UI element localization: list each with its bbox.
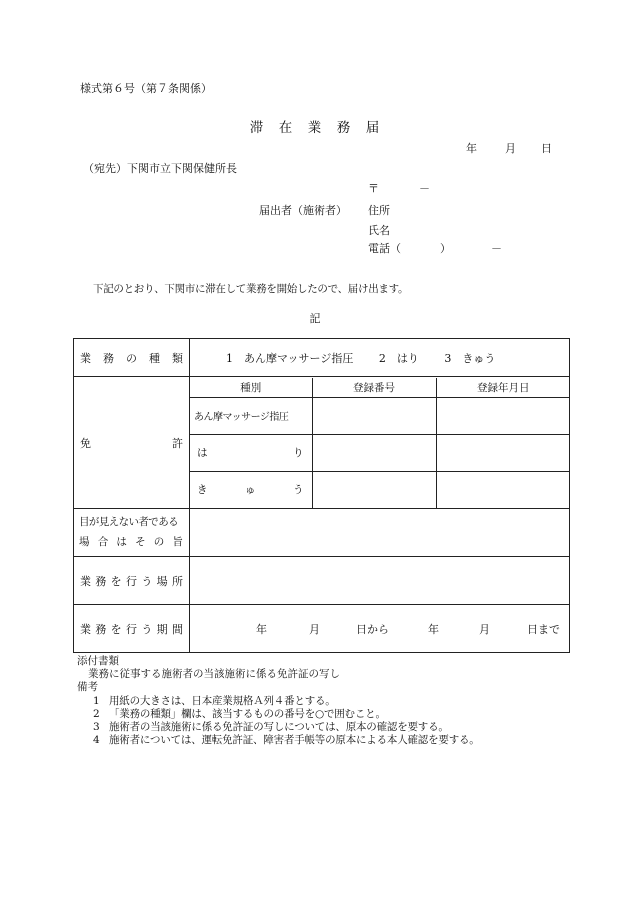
label-char: う: [141, 622, 153, 636]
blind-label: [74, 509, 190, 557]
date-year-label: 年: [466, 142, 477, 155]
kind-kyu-left: き: [197, 484, 208, 496]
label-char: 期: [156, 622, 168, 636]
address-label: 住所: [368, 204, 390, 217]
period-end-year: 年: [428, 622, 439, 636]
place-label: [74, 557, 190, 605]
date-day-label: 日: [541, 142, 552, 155]
postal-mark: 〒: [368, 182, 379, 195]
label-char: を: [110, 574, 122, 588]
label-char: 旨: [172, 535, 183, 548]
label-char: 業: [80, 574, 91, 588]
blind-row: [74, 509, 570, 557]
label-char: の: [126, 351, 137, 365]
label-char: 場: [156, 574, 168, 588]
notification-table: [73, 338, 570, 653]
label-char: 類: [172, 351, 183, 365]
ki-heading: 記: [309, 312, 321, 325]
label-char: 間: [171, 622, 183, 636]
business-type-label: [74, 339, 190, 377]
license-subtable-cell: [190, 377, 570, 509]
label-char: 務: [103, 351, 114, 365]
kind-kyu: [190, 471, 312, 508]
reg-number-anma[interactable]: [312, 397, 436, 434]
option-anma[interactable]: 1 あん摩マッサージ指圧: [226, 351, 354, 365]
kind-kyu-mid: ゅ: [245, 484, 256, 496]
note-item: [93, 696, 336, 707]
postal-code-line: [368, 183, 430, 194]
place-value[interactable]: [190, 557, 570, 605]
business-type-options[interactable]: [190, 339, 570, 377]
reg-date-kyu[interactable]: [436, 471, 570, 508]
blind-label-line1: 目が見えない者である: [79, 515, 178, 528]
license-label-left: 免: [80, 436, 91, 450]
note-number: 4: [93, 734, 100, 746]
kind-hari-right: り: [293, 447, 304, 459]
label-char: 業: [80, 622, 91, 636]
header-kind: 種別: [190, 378, 312, 398]
label-char: 務: [95, 574, 107, 588]
label-char: 場: [79, 535, 90, 548]
postal-dash: －: [419, 182, 430, 195]
label-char: う: [141, 574, 153, 588]
note-number: 1: [93, 695, 100, 707]
license-header-row: [190, 378, 570, 398]
label-char: そ: [135, 535, 146, 548]
blind-value[interactable]: [190, 509, 570, 557]
license-label: [74, 377, 190, 509]
name-label: 氏名: [368, 224, 390, 237]
label-char: の: [153, 535, 165, 548]
note-text: 施術者の当該施術に係る免許証の写しについては、原本の確認を要する。: [109, 721, 449, 733]
period-row: [74, 605, 570, 653]
license-row-anma: [190, 397, 570, 434]
license-row-kyu: [190, 471, 570, 508]
header-reg-number: 登録番号: [312, 378, 436, 398]
reg-number-hari[interactable]: [312, 434, 436, 471]
label-char: 務: [95, 622, 107, 636]
note-item: [93, 709, 386, 720]
attachments-title: 添付書類: [77, 655, 119, 667]
document-title: 滞 在 業 務 届: [249, 120, 381, 136]
place-row: [74, 557, 570, 605]
reg-date-hari[interactable]: [436, 434, 570, 471]
kind-anma: あん摩マッサージ指圧: [190, 397, 312, 434]
note-number: 2: [93, 708, 100, 720]
license-label-right: 許: [172, 436, 183, 450]
period-start-year: 年: [256, 622, 267, 636]
note-text: 用紙の大きさは、日本産業規格Ａ列４番とする。: [109, 695, 336, 707]
license-row-hari: [190, 434, 570, 471]
period-value[interactable]: [190, 605, 570, 653]
notifier-label: 届出者（施術者）: [259, 204, 347, 217]
kind-kyu-right: う: [293, 484, 304, 496]
label-char: 行: [125, 574, 137, 588]
form-number: 様式第６号（第７条関係）: [80, 82, 212, 95]
note-item: [93, 735, 480, 746]
blind-label-line2: [79, 533, 185, 553]
note-text: 施術者については、運転免許証、障害者手帳等の原本による本人確認を要する。: [109, 734, 480, 746]
kind-hari: [190, 434, 312, 471]
note-item: [93, 722, 449, 733]
reg-number-kyu[interactable]: [312, 471, 436, 508]
notes-title: 備考: [77, 681, 98, 693]
attachments-body: 業務に従事する施術者の当該施術に係る免許証の写し: [88, 668, 340, 680]
label-char: 所: [171, 574, 183, 588]
label-char: 行: [125, 622, 137, 636]
kind-hari-left: は: [197, 447, 208, 459]
label-char: 合: [97, 535, 109, 548]
reg-date-anma[interactable]: [436, 397, 570, 434]
option-kyu[interactable]: 3 きゅう: [444, 351, 496, 365]
business-type-row: [74, 339, 570, 377]
period-end-day: 日まで: [527, 622, 560, 636]
header-reg-date: 登録年月日: [436, 378, 570, 398]
label-char: 業: [80, 351, 91, 365]
phone-dash: －: [491, 242, 502, 255]
date-month-label: 月: [505, 142, 516, 155]
intro-text: 下記のとおり、下関市に滞在して業務を開始したので、届け出ます。: [93, 283, 409, 295]
phone-label: 電話（: [368, 242, 401, 255]
label-char: は: [116, 535, 127, 548]
note-number: 3: [93, 721, 100, 733]
phone-close-paren: ）: [440, 242, 451, 255]
note-text: 「業務の種類」欄は、該当するものの番号を○で囲むこと。: [109, 708, 386, 720]
period-start-day: 日から: [356, 622, 389, 636]
label-char: 種: [149, 351, 160, 365]
addressee: （宛先）下関市立下関保健所長: [83, 162, 237, 175]
license-subtable: [190, 378, 570, 508]
period-label: [74, 605, 190, 653]
label-char: を: [110, 622, 122, 636]
period-end-month: 月: [479, 622, 490, 636]
period-start-month: 月: [309, 622, 320, 636]
option-hari[interactable]: 2 はり: [378, 351, 419, 365]
license-row: [74, 377, 570, 509]
